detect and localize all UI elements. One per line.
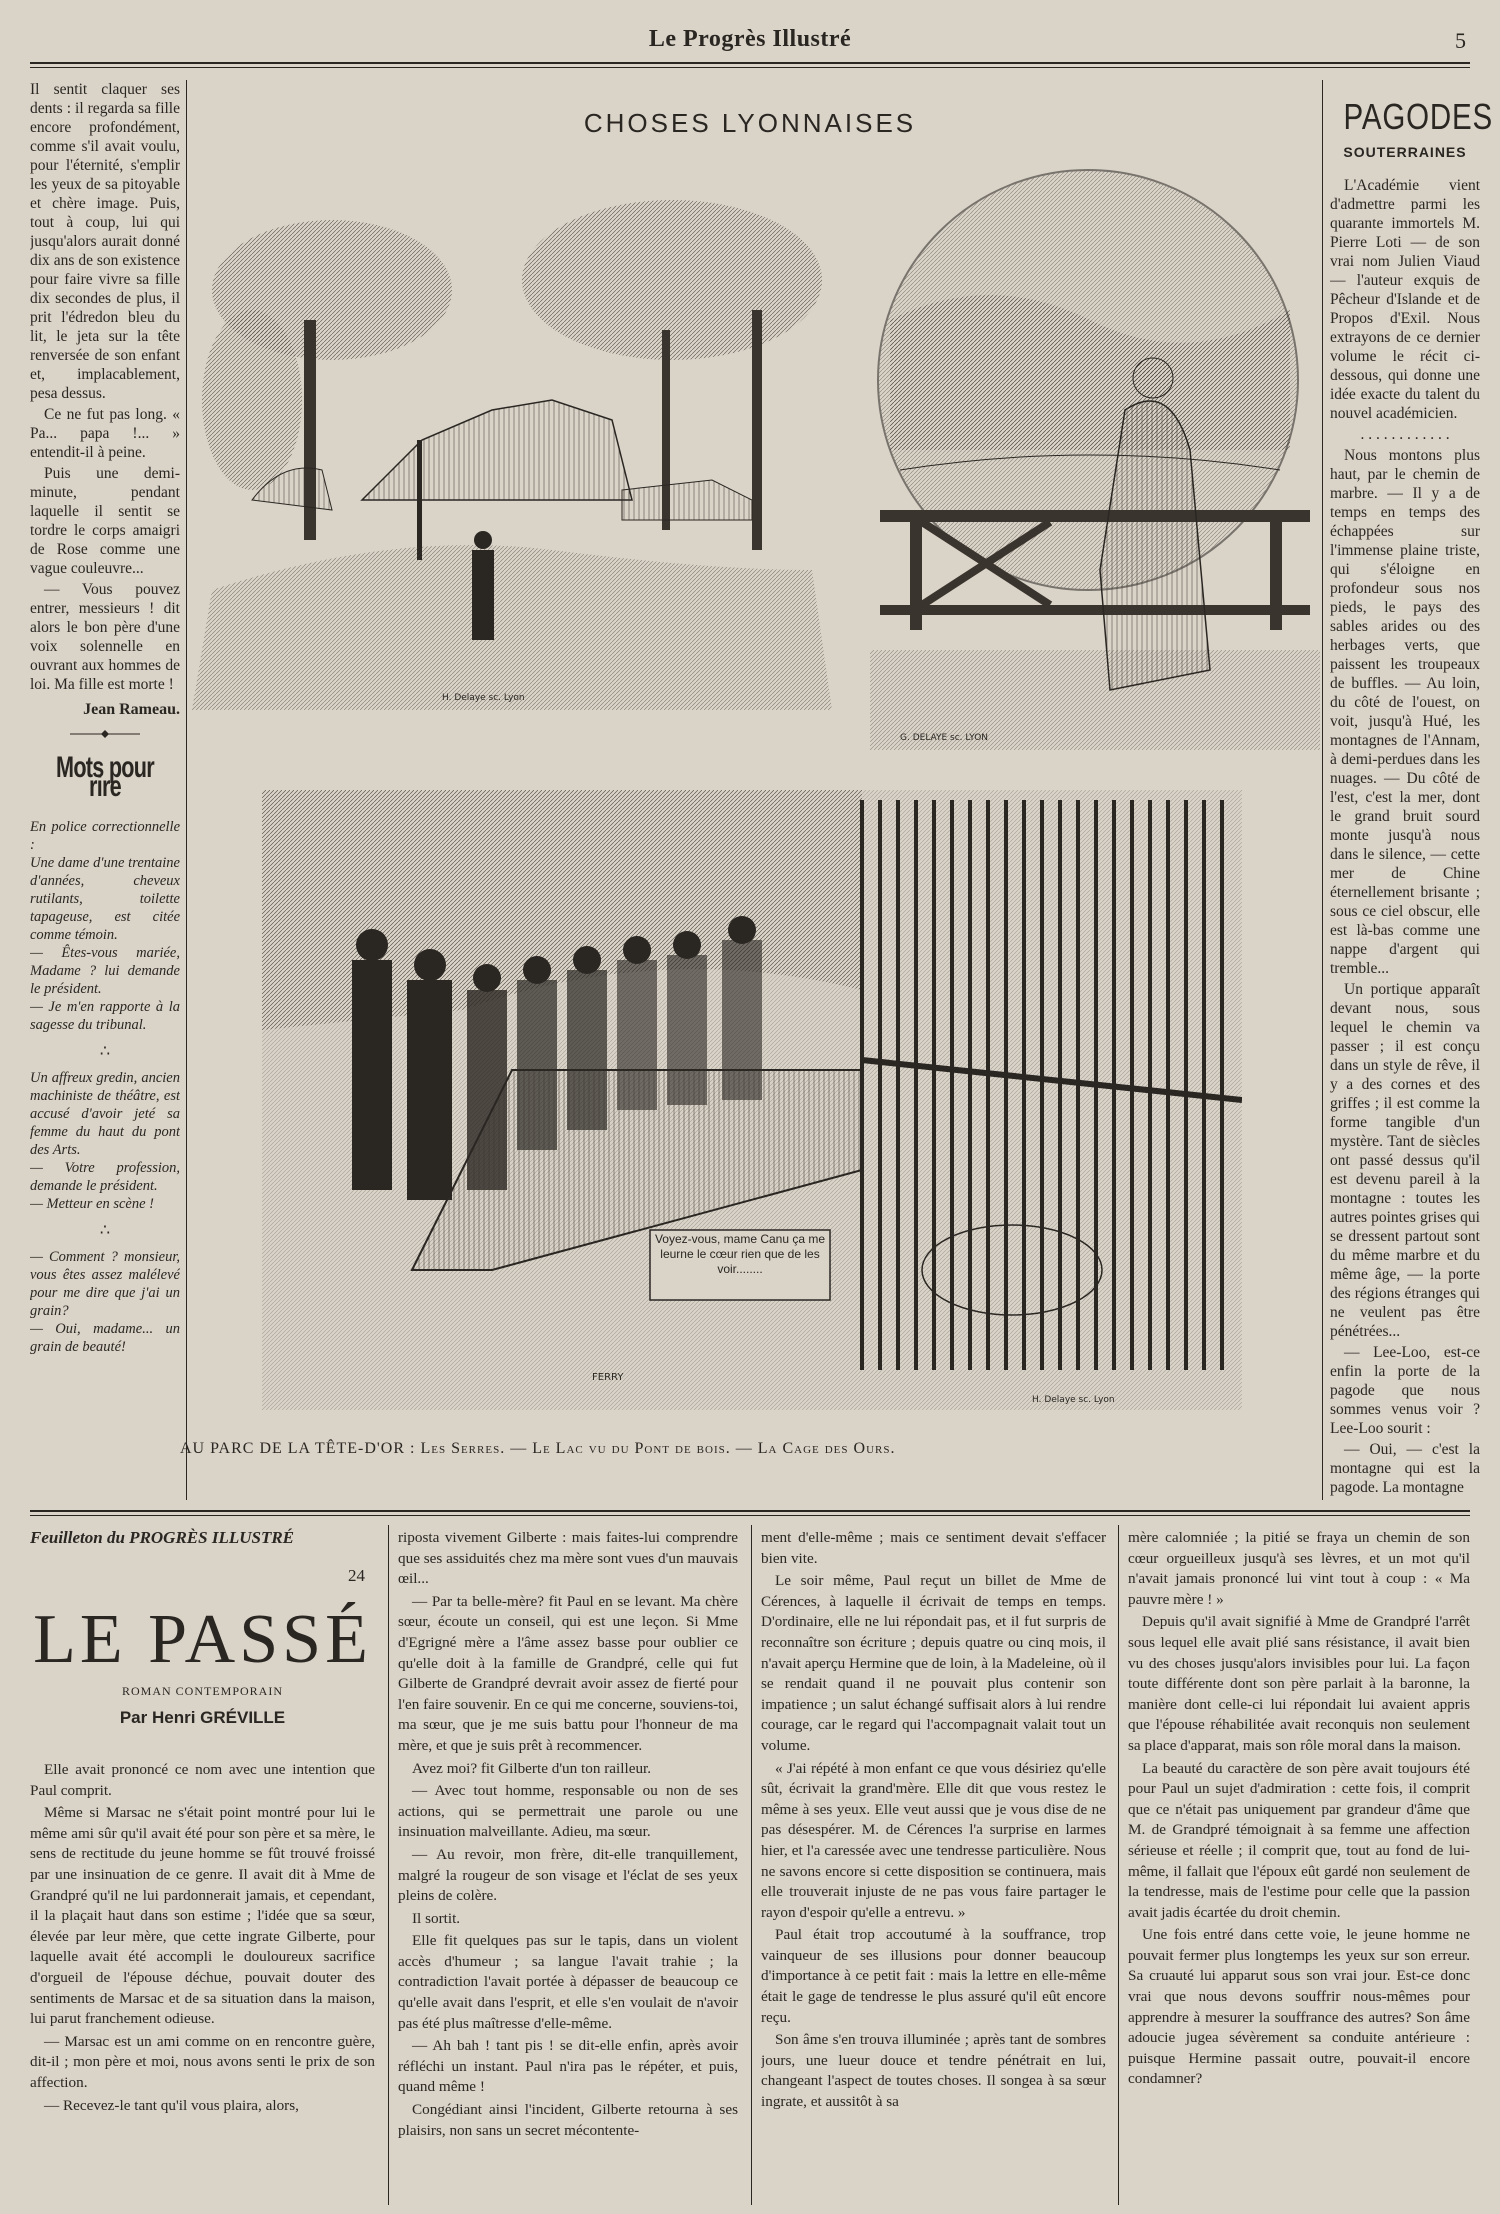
pagodes-dots: . . . . . . . . . . . . <box>1360 426 1450 443</box>
feuilleton-paragraph: — Par ta belle-mère? fit Paul en se levant. Ma chère sœur, écoute un conseil, qui est une leçon. Si Mme d'Egrigné mère a l'âme assez basse pour oublier ce qu'elle doit à la famille de Grandpré, celle qui fut Gilberte de Grandpré devrait avoir assez de fierté pour l'en faire souvenir. En ce qui me concerne, souviens-toi, ma sœur, que je me suis battu pour l'honneur de ma mère, et que je suis prêt à recommencer. <box>398 1592 738 1754</box>
joke-line: En police correctionnelle : <box>30 819 180 853</box>
joke-separator: ∴ <box>99 1043 111 1060</box>
joke-1 <box>30 818 180 1034</box>
feuilleton-paragraph: « J'ai répété à mon enfant ce que vous désiriez qu'elle sût, écrivait la grand'mère. Elle dit que vous restez le même à ses yeux. Elle veut aussi que je vous dise de ne pas désespérer. M. de Cérences l'a surprise en larmes hier, et l'a caressée avec une tendresse particulière. Nous ne savons encore si cette disposition se continuera, mais elle trouverait injuste de ne pas vous faire partager le rayon d'espoir qu'elle a entrevu. » <box>761 1759 1106 1921</box>
page-number: 5 <box>1455 28 1466 53</box>
feuilleton-paragraph: Elle fit quelques pas sur le tapis, dans un violent accès d'humeur ; sa langue l'avait trahie ; la contradiction l'avait portée à dépasser de beaucoup ce qu'elle avait dans l'esprit, et elle s'en voulait de n'avoir pas été plus maîtresse d'elle-même. <box>398 1932 738 2032</box>
novel-author: Par Henri GRÉVILLE <box>119 1708 286 1727</box>
pagodes-paragraph: Un portique apparaît devant nous, sous lequel le chemin va passer ; il est conçu dans un style de rêve, il y a des cornes et des griffes ; il est comme la forme tangible d'un mystère. Tant de siècles ont passé dessus qu'il est devenu pareil à la montagne : toutes les autres pointes grises qui se dressent partout sont du même marbre et du même âge, — la porte des régions étranges qui ne veulent pas être pénétrées... <box>1330 981 1480 1340</box>
feuilleton-paragraph: — Avec tout homme, responsable ou non de ses actions, qui se permettrait une parole ou une insinuation malveillante. Adieu, ma sœur. <box>398 1782 738 1841</box>
feuilleton-paragraph: — Au revoir, mon frère, dit-elle tranquillement, malgré la rougeur de son visage et l'éclat de ses yeux pleins de colère. <box>398 1845 738 1905</box>
feuilleton-column-1 <box>30 1760 375 2200</box>
running-head <box>30 22 1470 62</box>
joke-line: Une dame d'une trentaine d'années, cheveux rutilants, toilette tapageuse, est citée comme témoin. <box>30 855 180 943</box>
joke-3 <box>30 1248 180 1356</box>
installment-number: 24 <box>348 1566 365 1585</box>
story-paragraph: Puis une demi-minute, pendant laquelle il sentit se tordre le corps amaigri de Rose comme une vague couleuvre... <box>30 465 180 577</box>
newspaper-title: Le Progrès Illustré <box>648 26 852 52</box>
feuilleton-paragraph: — Recevez-le tant qu'il vous plaira, alors, <box>44 2096 299 2114</box>
head-rule-thin <box>30 67 1470 68</box>
feuilleton-paragraph: riposta vivement Gilberte : mais faites-lui comprendre que ses assiduités chez ma mère sont vues d'un mauvais œil... <box>398 1529 738 1588</box>
joke-line: — Metteur en scène ! <box>30 1196 155 1212</box>
engraver-signature: H. Delaye sc. Lyon <box>442 693 525 703</box>
engraver-signature: H. Delaye sc. Lyon <box>1032 1395 1115 1405</box>
pagodes-subtitle: SOUTERRAINES <box>1343 144 1467 160</box>
feuilleton-header: Feuilleton du PROGRÈS ILLUSTRÉ <box>30 1528 295 1547</box>
column-rule <box>1118 1525 1119 2205</box>
ornament-divider <box>30 725 180 744</box>
feuilleton-paragraph: La beauté du caractère de son père avait toujours été pour Paul un sujet d'admiration : cette fois, il comprit que ce n'était pas uniquement par grandeur d'âme que M. de Grandpré témoignait à sa femme une affection sérieuse et réelle ; il comprit que, tout au fond de lui-même, il fallait que l'époux eût gardé non seulement de la tendresse, mais de l'estime pour celle que la passion avait jadis écartée du droit chemin. <box>1128 1759 1470 1921</box>
feuilleton-paragraph: — Marsac est un ami comme on en rencontre guère, dit-il ; mon père et moi, nous avons senti le prix de son affection. <box>30 2032 375 2091</box>
joke-line: — Comment ? monsieur, vous êtes assez malélevé pour me dire que j'ai un grain? <box>30 1249 180 1319</box>
story-signature: Jean Rameau. <box>83 701 180 718</box>
column-rule <box>1322 80 1323 1500</box>
feuilleton-paragraph: mère calomniée ; la pitié se fraya un chemin de son cœur orgueilleux jusqu'à ses lèvres, et un mot qu'il n'avait jamais prononcé lui vint tout à coup : « Ma pauvre mère ! » <box>1128 1529 1470 1608</box>
novel-subtitle: ROMAN CONTEMPORAIN <box>121 1684 283 1698</box>
feuilleton-paragraph: Depuis qu'il avait signifié à Mme de Grandpré l'arrêt sous lequel elle avait plié sans résistance, il avait bien vu des choses jusqu'alors invisibles pour lui. La façon toute différente dont son père parlait à la baronne, la manière dont celle-ci lui répondait lui avaient appris que l'épouse réhabilitée avait reconquis non seulement sa place d'apparat, mais son rôle moral dans la maison. <box>1128 1613 1470 1754</box>
column-rule <box>751 1525 752 2205</box>
joke-2 <box>30 1069 180 1213</box>
engraver-signature: G. DELAYE sc. LYON <box>900 733 989 743</box>
choses-lyonnaises-title: CHOSES LYONNAISES <box>583 108 917 138</box>
joke-line: Un affreux gredin, ancien machiniste de théâtre, est accusé d'avoir jeté sa femme du haut du pont des Arts. <box>30 1070 180 1158</box>
feuilleton-column-4 <box>1128 1528 1470 2198</box>
feuilleton-paragraph: Le soir même, Paul reçut un billet de Mme de Cérences, à laquelle il écrivait de temps en temps. D'ordinaire, elle ne lui répondait pas, et il fut surpris de reconnaître son écriture ; depuis quatre ou cinq mois, il n'avait aperçu Hermine que de loin, à la Madeleine, où il se rendait quand il ne pouvait plus contenir son impatience ; un salut échangé suffisait alors à lui rendre courage, car le regard qui l'accompagnait valait tout un volume. <box>761 1572 1106 1754</box>
pagodes-column <box>1330 176 1480 1496</box>
illustration-lake-bridge <box>870 150 1320 750</box>
novel-title: LE PASSÉ <box>33 1601 372 1678</box>
feuilleton-paragraph: Même si Marsac ne s'était point montré pour lui le même ami sûr qu'il avait été pour son père et sa mère, le sens de rectitude du jeune homme se fût trouvé froissé par une insinuation de ce genre. Il avait dit à Mme de Grandpré qu'il ne lui pardonnerait jamais, et cependant, il la plaçait haut dans son estime ; l'idée que sa sœur, élevée par leur mère, que cette ingrate Gilberte, pour laquelle avait été accompli le douloureux sacrifice d'orgueil de l'épouse déchue, pouvait douter des sentiments de Marsac et de sa situation dans la maison, lui parut franchement odieuse. <box>30 1804 375 2028</box>
joke-line: — Êtes-vous mariée, Madame ? lui demande le président. <box>30 945 180 997</box>
pagodes-intro: L'Académie vient d'admettre parmi les quarante immortels M. Pierre Loti — de son vrai nom Julien Viaud — l'auteur exquis de Pêcheur d'Islande et de Propos d'Exil. Nous extrayons de ce dernier volume le récit ci-dessous, qui donne une idée exacte du talent du nouvel académicien. <box>1330 177 1480 422</box>
illustration-bear-cage <box>262 790 1242 1410</box>
feuilleton-rule-thin <box>30 1515 1470 1516</box>
speech-bubble: Voyez-vous, mame Canu ça me leurne le cœur rien que de les voir........ <box>654 1232 826 1276</box>
joke-line: — Je m'en rapporte à la sagesse du tribunal. <box>30 999 180 1033</box>
pagodes-paragraph: Nous montons plus haut, par le chemin de marbre. — Il y a de temps en temps des échappées sur l'immense plaine triste, qui s'éloigne en profondeur sous nos pieds, le pays des sables arides ou des herbages verts, que paissent les troupeaux de buffles. — Au loin, du côté de l'ouest, on voit, jusqu'à Hué, les montagnes de l'Annam, à demi-perdues dans les nuages. — Du côté de l'est, c'est la mer, dont le grand bruit sourd monte jusqu'à nous dans le silence, — cette mer de Chine éternellement brisante ; sous ce ciel obscur, elle est là-bas comme une nappe d'argent qui tremble... <box>1330 447 1480 977</box>
joke-line: — Oui, madame... un grain de beauté! <box>30 1321 180 1355</box>
feuilleton-column-3 <box>761 1528 1106 2198</box>
pagodes-title: PAGODES <box>1343 96 1494 137</box>
joke-line: — Votre profession, demande le président. <box>30 1160 180 1194</box>
feuilleton-paragraph: Elle avait prononcé ce nom avec une intention que Paul comprit. <box>30 1761 375 1799</box>
artist-signature: FERRY <box>592 1372 624 1383</box>
story-ending <box>30 80 180 719</box>
head-rule <box>30 62 1470 64</box>
feuilleton-paragraph: Son âme s'en trouva illuminée ; après tant de sombres jours, une lueur douce et tendre pénétrait en lui, changeant l'aspect de toutes choses. Il songea à sa sœur ingrate, et aussitôt à sa <box>761 2031 1106 2111</box>
cage-bars <box>862 800 1222 1370</box>
feuilleton-rule <box>30 1510 1470 1512</box>
story-paragraph: — Vous pouvez entrer, messieurs ! dit alors le bon père d'une voix solennelle en ouvrant aux hommes de loi. Ma fille est morte ! <box>30 581 180 693</box>
feuilleton-paragraph: Il sortit. <box>412 1909 461 1927</box>
feuilleton-paragraph: ment d'elle-même ; mais ce sentiment devait s'effacer bien vite. <box>761 1529 1106 1567</box>
feuilleton-column-2 <box>398 1528 738 2198</box>
mots-pour-rire-title: Mots pour rire <box>56 751 154 803</box>
column-rule <box>388 1525 389 2205</box>
story-paragraph: Il sentit claquer ses dents : il regarda sa fille encore profondément, comme s'il avait voulu, pour l'éternité, s'emplir les yeux de sa pitoyable et chère image. Puis, tout à coup, lui qui jusqu'alors aurait donné dix ans de son existence pour faire vivre sa fille dix secondes de plus, il prit l'édredon bleu du lit, le jeta sur la tête renversée de son enfant et, implacablement, pesa dessus. <box>30 81 180 402</box>
feuilleton-paragraph: — Ah bah ! tant pis ! se dit-elle enfin, après avoir réfléchi un instant. Paul n'ira pas le répéter, et puis, quand même ! <box>398 2037 738 2096</box>
feuilleton-paragraph: Avez moi? fit Gilberte d'un ton railleur. <box>412 1759 652 1777</box>
pagodes-paragraph: — Lee-Loo, est-ce enfin la porte de la pagode que nous sommes venus voir ? Lee-Loo sourit : <box>1330 1344 1480 1437</box>
joke-separator: ∴ <box>99 1222 111 1239</box>
feuilleton-paragraph: Paul était trop accoutumé à la souffrance, trop vainqueur de ses illusions pour donner beaucoup d'importance à ce petit fait : mais la lettre en elle-même était le gage de tendresse le plus assuré qu'il eût encore reçu. <box>761 1926 1106 2026</box>
illustration-caption: AU PARC DE LA TÊTE-D'OR : Les Serres. — Le Lac vu du Pont de bois. — La Cage des Ours. <box>180 1440 896 1457</box>
pagodes-paragraph: — Oui, — c'est la montagne qui est la pagode. La montagne <box>1330 1441 1480 1496</box>
column-rule <box>186 80 187 1500</box>
feuilleton-paragraph: Congédiant ainsi l'incident, Gilberte retourna à ses plaisirs, non sans un secret mécontente- <box>398 2101 738 2139</box>
illustration-greenhouses <box>192 170 832 710</box>
left-column <box>30 80 180 1500</box>
feuilleton-paragraph: Une fois entré dans cette voie, le jeune homme ne pouvait fermer plus longtemps les yeux sur son erreur. Sa cruauté lui apparut sous son vrai jour. Est-ce donc vrai que nous devons souffrir nous-mêmes pour apprendre à mesurer la souffrance des autres? Son âme adoucie jugea sévèrement sa conduite antérieure : puisque Hermine passait outre, pouvait-il encore condamner? <box>1128 1926 1470 2088</box>
story-paragraph: Ce ne fut pas long. « Pa... papa !... » entendit-il à peine. <box>30 406 180 461</box>
